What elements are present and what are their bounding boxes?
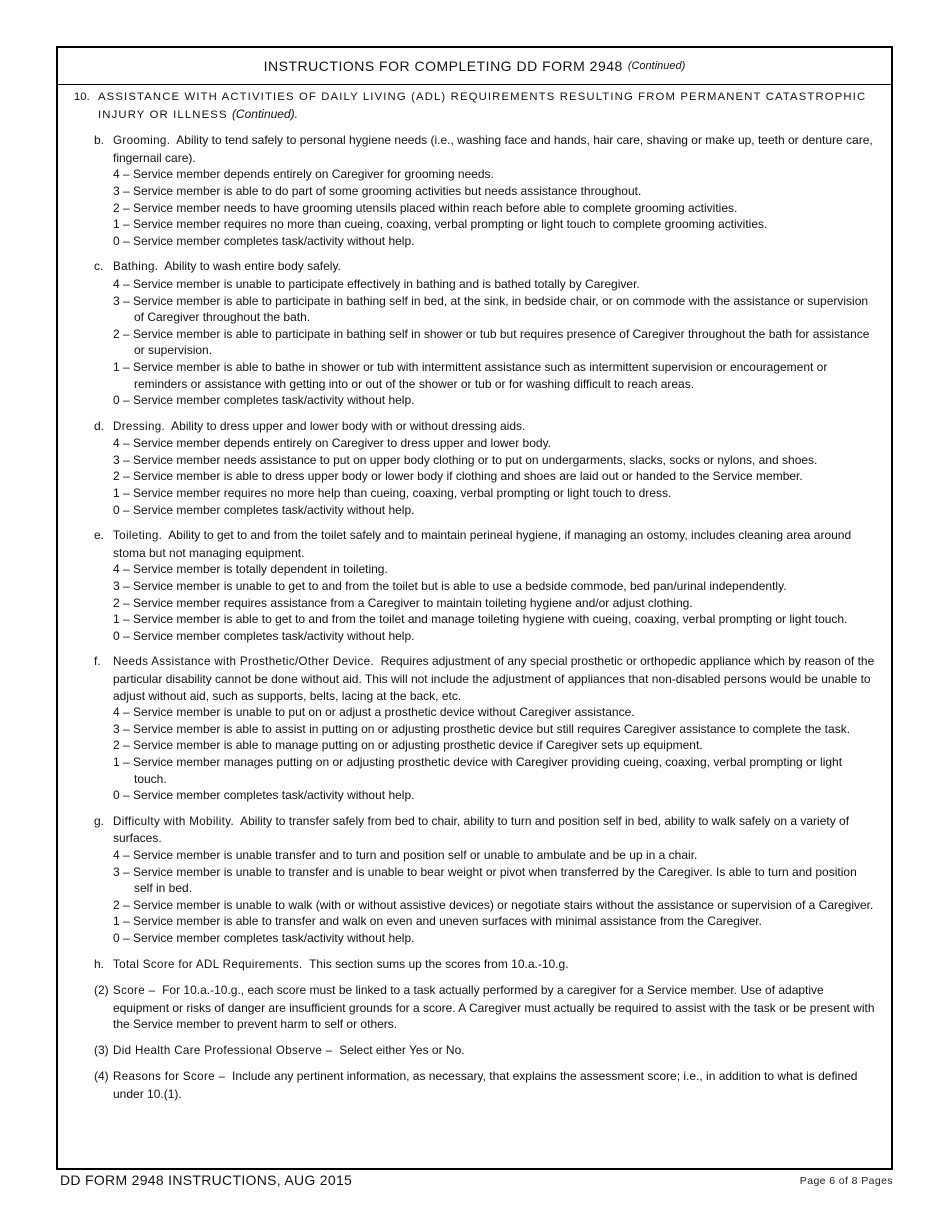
item-title: Toileting.	[113, 529, 163, 543]
section-title-text: ASSISTANCE WITH ACTIVITIES OF DAILY LIVING (ADL) REQUIREMENTS RESULTING FROM PERMANENT CATASTROPHIC INJURY OR ILLNESS	[98, 91, 867, 121]
section-10-title	[74, 89, 875, 123]
score-line: 2 – Service member is able to dress upper body or lower body if clothing and shoes are laid out or handed to the Service member.	[113, 469, 803, 484]
score-line: 1 – Service member requires no more help than cueing, coaxing, verbal prompting or light touch to dress.	[113, 486, 672, 501]
item-heading	[94, 813, 875, 847]
section-number: 10.	[74, 91, 90, 103]
instruction-item	[94, 527, 875, 644]
item-heading	[94, 982, 875, 1033]
score-line: 2 – Service member requires assistance from a Caregiver to maintain toileting hygiene and/or adjust clothing.	[113, 595, 693, 610]
item-description: Ability to transfer safely from bed to chair, ability to turn and position self in bed, ability to walk safely on a variety of surfaces.	[113, 813, 850, 846]
score-line: 0 – Service member completes task/activity without help.	[113, 393, 415, 408]
instruction-item	[94, 813, 875, 947]
score-line: 0 – Service member completes task/activity without help.	[113, 233, 415, 248]
instructions-content	[58, 85, 891, 1103]
item-description: Include any pertinent information, as necessary, that explains the assessment score; i.e., in addition to what is defined under 10.(1).	[113, 1069, 858, 1102]
item-title: Needs Assistance with Prosthetic/Other Device.	[113, 655, 374, 669]
score-line: 1 – Service member manages putting on or adjusting prosthetic device with Caregiver providing cueing, coaxing, verbal prompting or light touch.	[113, 754, 843, 786]
instruction-item	[94, 132, 875, 249]
header-title: INSTRUCTIONS FOR COMPLETING DD FORM 2948	[263, 58, 623, 74]
item-description: Ability to wash entire body safely.	[164, 259, 341, 274]
section-continued: (Continued).	[231, 106, 298, 121]
instruction-item	[94, 982, 875, 1033]
instruction-item	[94, 1042, 875, 1060]
item-heading	[94, 653, 875, 704]
score-line: 0 – Service member completes task/activity without help.	[113, 788, 415, 803]
score-line: 4 – Service member is unable to participate effectively in bathing and is bathed totally by Caregiver.	[113, 276, 640, 291]
score-line: 1 – Service member is able to transfer and walk on even and uneven surfaces with minimal assistance from the Caregiver.	[113, 914, 762, 929]
item-description: Ability to tend safely to personal hygiene needs (i.e., washing face and hands, hair care, shaving or make up, teeth or denture care, fingernail care).	[113, 133, 873, 165]
score-line: 2 – Service member needs to have grooming utensils placed within reach before able to complete grooming activities.	[113, 200, 738, 215]
score-line: 4 – Service member is unable transfer and to turn and position self or unable to ambulate and be up in a chair.	[113, 847, 698, 862]
item-description: Select either Yes or No.	[339, 1042, 465, 1057]
item-heading	[94, 527, 875, 561]
item-title: Score –	[113, 984, 156, 998]
item-label: (4)	[94, 1069, 109, 1084]
item-heading	[94, 258, 875, 276]
instruction-item	[94, 418, 875, 519]
score-line: 1 – Service member is able to bathe in shower or tub with intermittent assistance such as intermittent supervision or encouragement or reminders or assistance with getting into or out of the shower or tub or for washing difficult to reach areas.	[113, 359, 828, 391]
item-label: f.	[94, 654, 101, 669]
item-title: Grooming.	[113, 134, 171, 148]
score-line: 1 – Service member requires no more than cueing, coaxing, verbal prompting or light touch to complete grooming activities.	[113, 217, 768, 232]
score-line: 3 – Service member is able to do part of some grooming activities but needs assistance throughout.	[113, 183, 642, 198]
item-heading	[94, 1068, 875, 1102]
item-label: (2)	[94, 983, 109, 998]
item-heading	[94, 418, 875, 436]
score-line: 0 – Service member completes task/activity without help.	[113, 628, 415, 643]
instruction-item	[94, 1068, 875, 1102]
item-heading	[94, 1042, 875, 1060]
item-description: Ability to dress upper and lower body with or without dressing aids.	[171, 418, 526, 433]
score-line: 3 – Service member is able to assist in putting on or adjusting prosthetic device but still requires Caregiver assistance to complete the task.	[113, 721, 851, 736]
item-title: Reasons for Score –	[113, 1070, 226, 1084]
score-line: 2 – Service member is able to manage putting on or adjusting prosthetic device if Caregiver sets up equipment.	[113, 738, 703, 753]
score-line: 4 – Service member is totally dependent in toileting.	[113, 562, 388, 577]
score-line: 3 – Service member is unable to get to and from the toilet but is able to use a bedside commode, bed pan/urinal independently.	[113, 579, 787, 594]
item-label: h.	[94, 956, 105, 971]
item-title: Bathing.	[113, 260, 159, 274]
item-description: For 10.a.-10.g., each score must be linked to a task actually performed by a caregiver for a Service member. Use of adaptive equipment or risks of danger are insufficient grounds for a score. A Caregiver must actually be required to assist with the task or be present with the Service member to prevent harm to self or others.	[113, 983, 875, 1032]
instruction-item	[94, 258, 875, 408]
score-line: 3 – Service member needs assistance to put on upper body clothing or to put on undergarments, slacks, socks or nylons, and shoes.	[113, 452, 818, 467]
item-description: Requires adjustment of any special prosthetic or orthopedic appliance which by reason of the particular disability cannot be done without aid. This will not include the adjustment of appliances that non-disabled persons would be unable to adjust without aid, such as supports, belts, lacing at the back, etc.	[113, 654, 875, 703]
item-title: Dressing.	[113, 419, 166, 433]
item-description: Ability to get to and from the toilet safely and to maintain perineal hygiene, if managing an ostomy, includes cleaning area around stoma but not managing equipment.	[113, 528, 852, 560]
item-label: g.	[94, 813, 105, 828]
score-line: 4 – Service member depends entirely on Caregiver to dress upper and lower body.	[113, 436, 552, 451]
item-label: (3)	[94, 1042, 109, 1057]
form-header	[58, 48, 891, 85]
item-description: This section sums up the scores from 10.a.-10.g.	[309, 956, 569, 971]
instruction-items	[74, 132, 875, 1102]
header-continued: (Continued)	[627, 60, 686, 72]
form-frame	[56, 46, 893, 1170]
score-line: 1 – Service member is able to get to and from the toilet and manage toileting hygiene with cueing, coaxing, verbal prompting or light touch.	[113, 612, 848, 627]
score-line: 0 – Service member completes task/activity without help.	[113, 930, 415, 945]
item-label: b.	[94, 133, 105, 148]
score-line: 4 – Service member is unable to put on or adjust a prosthetic device without Caregiver assistance.	[113, 705, 635, 720]
score-line: 2 – Service member is unable to walk (with or without assistive devices) or negotiate stairs without the assistance or supervision of a Caregiver.	[113, 897, 874, 912]
form-footer-id: DD FORM 2948 INSTRUCTIONS, AUG 2015	[60, 1172, 353, 1188]
instruction-item	[94, 956, 875, 974]
item-label: c.	[94, 259, 104, 274]
item-title: Difficulty with Mobility.	[113, 814, 235, 828]
score-line: 2 – Service member is able to participate in bathing self in shower or tub but requires presence of Caregiver throughout the bath for assistance or supervision.	[113, 326, 870, 358]
item-title: Did Health Care Professional Observe –	[113, 1043, 333, 1057]
item-heading	[94, 956, 875, 974]
score-line: 4 – Service member depends entirely on Caregiver for grooming needs.	[113, 167, 494, 182]
item-label: d.	[94, 418, 105, 433]
instruction-item	[94, 653, 875, 803]
score-line: 3 – Service member is unable to transfer and is unable to bear weight or pivot when transferred by the Caregiver. Is able to turn and position self in bed.	[113, 864, 857, 896]
item-title: Total Score for ADL Requirements.	[113, 957, 303, 971]
item-heading	[94, 132, 875, 166]
item-label: e.	[94, 528, 105, 543]
page-number: Page 6 of 8 Pages	[799, 1175, 893, 1187]
score-line: 0 – Service member completes task/activity without help.	[113, 502, 415, 517]
score-line: 3 – Service member is able to participate in bathing self in bed, at the sink, in bedside chair, or on commode with the assistance or supervision of Caregiver throughout the bath.	[113, 293, 869, 325]
